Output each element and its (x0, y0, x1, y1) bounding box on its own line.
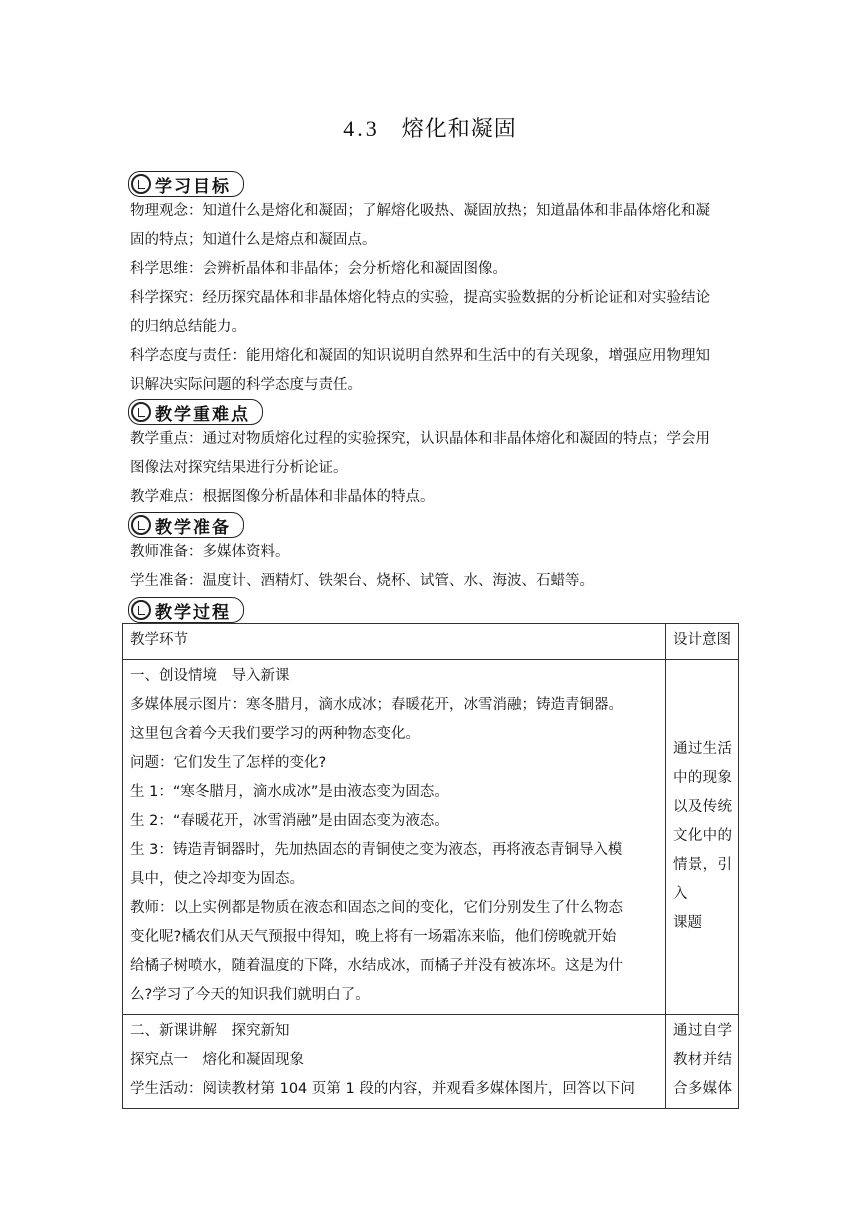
process-table (122, 623, 739, 1109)
row1-line: 问题：它们发生了怎样的变化? (130, 755, 327, 771)
row2-line: 学生活动：阅读教材第 104 页第 1 段的内容，并观看多媒体图片，回答以下问 (130, 1081, 635, 1097)
row1-line: 教师：以上实例都是物质在液态和固态之间的变化，它们分别发生了什么物态 (130, 900, 623, 916)
objectives-line: 识解决实际问题的科学态度与责任。 (130, 377, 362, 393)
key-points-line: 教学重点：通过对物质熔化过程的实验探究，认识晶体和非晶体熔化和凝固的特点；学会用 (130, 431, 710, 447)
preparation-line: 学生准备：温度计、酒精灯、铁架台、烧杯、试管、水、海波、石蜡等。 (130, 573, 594, 589)
row1-design (666, 660, 739, 1015)
objectives-line: 科学探究：经历探究晶体和非晶体熔化特点的实验，提高实验数据的分析论证和对实验结论 (130, 290, 710, 306)
process-badge-label: 教学过程 (155, 602, 231, 623)
row2-line: 探究点一 熔化和凝固现象 (130, 1052, 304, 1068)
objectives-badge-label: 学习目标 (155, 176, 231, 197)
row2-design-line: 通过自学 (673, 1023, 732, 1039)
row1-line: 生 1：“寒冬腊月，滴水成冰”是由液态变为固态。 (130, 784, 449, 800)
table-row (123, 660, 739, 1015)
badge-icon (131, 600, 151, 620)
page-title (0, 112, 860, 143)
preparation-text (130, 538, 732, 596)
key-points-line: 图像法对探究结果进行分析论证。 (130, 460, 348, 476)
row2-design-line: 教材并结 (673, 1052, 732, 1068)
objectives-line: 科学态度与责任：能用熔化和凝固的知识说明自然界和生活中的有关现象，增强应用物理知 (130, 348, 710, 364)
objectives-badge (128, 171, 244, 197)
row1-line: 生 3：铸造青铜器时，先加热固态的青铜使之变为液态，再将液态青铜导入模 (130, 842, 623, 858)
key-points-line: 教学难点：根据图像分析晶体和非晶体的特点。 (130, 489, 435, 505)
row1-line: 变化呢?橘农们从天气预报中得知，晚上将有一场霜冻来临，他们傍晚就开始 (130, 929, 617, 945)
preparation-line: 教师准备：多媒体资料。 (130, 544, 290, 560)
table-header-row (123, 624, 739, 660)
key-points-badge (128, 399, 263, 425)
table-row (123, 1015, 739, 1109)
row1-design-line: 以及传统 (673, 798, 732, 815)
row1-design-line: 情景，引入 (673, 856, 732, 902)
section-number: 4.3 (343, 116, 380, 141)
key-points-text (130, 425, 732, 512)
objectives-text (130, 197, 732, 400)
row1-line: 么?学习了今天的知识我们就明白了。 (130, 987, 370, 1003)
badge-icon (131, 174, 151, 194)
badge-icon (131, 402, 151, 422)
row1-design-line: 通过生活 (673, 740, 732, 757)
row2-line: 二、新课讲解 探究新知 (130, 1023, 290, 1039)
objectives-line: 固的特点；知道什么是熔点和凝固点。 (130, 232, 377, 248)
row1-design-line: 中的现象 (673, 769, 732, 786)
section-title: 熔化和凝固 (401, 117, 517, 142)
row1-line: 给橘子树喷水，随着温度的下降，水结成冰，而橘子并没有被冻坏。这是为什 (130, 958, 623, 974)
process-badge (128, 597, 244, 623)
badge-icon (131, 515, 151, 535)
row1-line: 生 2：“春暖花开，冰雪消融”是由固态变为液态。 (130, 813, 449, 829)
row1-content (123, 660, 666, 1015)
row2-design-line: 合多媒体 (673, 1081, 732, 1097)
row1-line: 具中，使之冷却变为固态。 (130, 871, 304, 887)
objectives-line: 科学思维：会辨析晶体和非晶体；会分析熔化和凝固图像。 (130, 261, 507, 277)
objectives-line: 的归纳总结能力。 (130, 319, 246, 335)
row1-line: 多媒体展示图片：寒冬腊月，滴水成冰；春暖花开，冰雪消融；铸造青铜器。 (130, 697, 623, 713)
preparation-badge-label: 教学准备 (155, 517, 231, 538)
row1-line: 一、创设情境 导入新课 (130, 668, 290, 684)
objectives-line: 物理观念：知道什么是熔化和凝固；了解熔化吸热、凝固放热；知道晶体和非晶体熔化和凝 (130, 203, 710, 219)
header-teaching-step: 教学环节 (123, 624, 666, 660)
row1-design-line: 课题 (673, 914, 702, 931)
header-design-intent: 设计意图 (666, 624, 739, 660)
row1-line: 这里包含着今天我们要学习的两种物态变化。 (130, 726, 420, 742)
preparation-badge (128, 512, 244, 538)
row1-design-line: 文化中的 (673, 827, 732, 844)
key-points-badge-label: 教学重难点 (155, 404, 250, 425)
row2-content (123, 1015, 666, 1109)
row2-design (666, 1015, 739, 1109)
